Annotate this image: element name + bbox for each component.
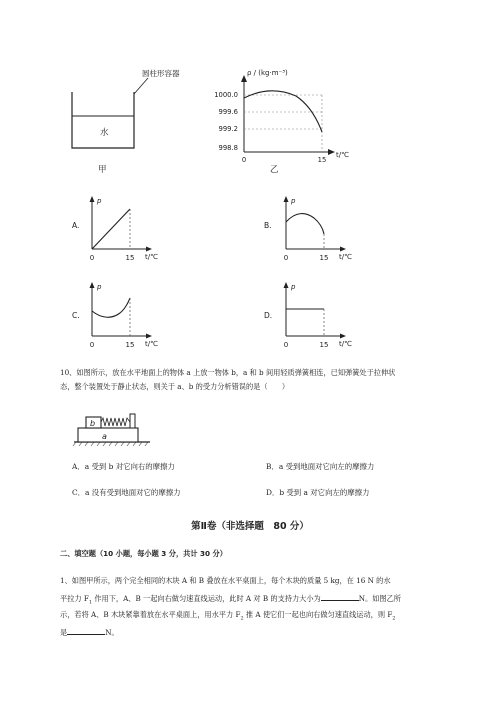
q1-line-4: 是 N。 — [60, 628, 119, 637]
block-a-label: a — [102, 432, 107, 441]
svg-text:0: 0 — [283, 341, 289, 349]
q10-option-a: A．a 受到 b 对它向右的摩擦力 — [72, 462, 175, 471]
density-graph — [214, 69, 349, 164]
option-c-graph — [72, 282, 158, 349]
q10-line-2: 态，整个装置处于静止状态，则关于 a、b 的受力分析错误的是（ ） — [60, 382, 290, 391]
svg-text:p: p — [291, 197, 296, 205]
svg-text:15: 15 — [125, 341, 135, 349]
q1-line-2: 平拉力 $F_1$ 作用下，A、B 一起向右做匀速直线运动，此时 A 对 B 的支持力大小为 N。如图乙所 — [60, 594, 401, 606]
svg-text:t/℃: t/℃ — [145, 340, 158, 348]
section-title: 第Ⅱ卷（非选择题 80 分） — [191, 521, 309, 532]
svg-text:t/℃: t/℃ — [145, 253, 158, 261]
svg-text:p: p — [291, 283, 296, 291]
top-figure — [0, 0, 500, 185]
q10-figure — [72, 408, 152, 448]
svg-text:0: 0 — [89, 254, 95, 262]
y-tick-999.2: 999.2 — [218, 125, 238, 133]
option-graphs — [0, 185, 500, 360]
post — [130, 414, 135, 428]
density-y-axis-label: ρ / (kg·m⁻³) — [247, 69, 288, 77]
option-b-letter: B. — [264, 221, 272, 230]
y-tick-998.8: 998.8 — [218, 144, 238, 152]
q10-option-c: C．a 没有受到地面对它的摩擦力 — [72, 488, 181, 497]
block-b-label: b — [90, 419, 96, 428]
q1-line-3: 示，若将 A、B 木块紧靠着放在水平桌面上，用水平力 $F_2$ 推 A 使它们一起也向右做匀速直线运动，则 $F_2$ — [60, 610, 396, 622]
q1-blank-2 — [67, 626, 105, 635]
q1-line-1: 1、如图甲所示，两个完全相同的木块 A 和 B 叠放在水平桌面上，每个木块的质量 5 kg，在 16 N 的水 — [60, 576, 391, 585]
y-tick-1000: 1000.0 — [214, 91, 238, 99]
svg-text:t/℃: t/℃ — [339, 253, 352, 261]
q1-blank-1 — [321, 592, 359, 601]
water-label: 水 — [100, 128, 109, 138]
x-tick-0: 0 — [241, 156, 247, 164]
label-yi: 乙 — [270, 165, 279, 175]
q10-line-1: 10、如图所示，放在水平地面上的物体 a 上放一物体 b，a 和 b 间用轻质弹簧相连，已知弹簧处于拉伸状 — [60, 368, 396, 377]
container-diagram — [72, 68, 180, 148]
option-b-graph — [264, 196, 352, 262]
svg-text:15: 15 — [125, 254, 135, 262]
svg-text:p: p — [97, 283, 102, 291]
spring — [101, 418, 130, 426]
container-pointer-line — [134, 78, 148, 94]
density-curve — [244, 91, 322, 132]
q10-option-d: D．b 受到 a 对它向左的摩擦力 — [266, 488, 370, 497]
q10-option-b: B．a 受到地面对它向左的摩擦力 — [266, 462, 375, 471]
option-a-graph — [72, 196, 158, 262]
label-jia: 甲 — [98, 165, 107, 175]
svg-text:p: p — [97, 197, 102, 205]
svg-text:t/℃: t/℃ — [339, 340, 352, 348]
option-c-letter: C. — [72, 311, 80, 320]
section-subheading: 二、填空题（10 小题，每小题 3 分，共计 30 分） — [60, 549, 227, 558]
option-d-letter: D. — [264, 311, 273, 320]
svg-text:15: 15 — [319, 254, 329, 262]
x-tick-15: 15 — [317, 156, 327, 164]
block-a — [78, 428, 138, 442]
option-a-letter: A. — [72, 221, 80, 230]
y-tick-999.6: 999.6 — [218, 108, 238, 116]
svg-text:0: 0 — [89, 341, 95, 349]
container-label: 圆柱形容器 — [142, 69, 180, 78]
svg-text:0: 0 — [283, 254, 289, 262]
density-x-axis-label: t/℃ — [336, 151, 349, 159]
option-d-graph — [264, 282, 352, 349]
svg-text:15: 15 — [319, 341, 329, 349]
